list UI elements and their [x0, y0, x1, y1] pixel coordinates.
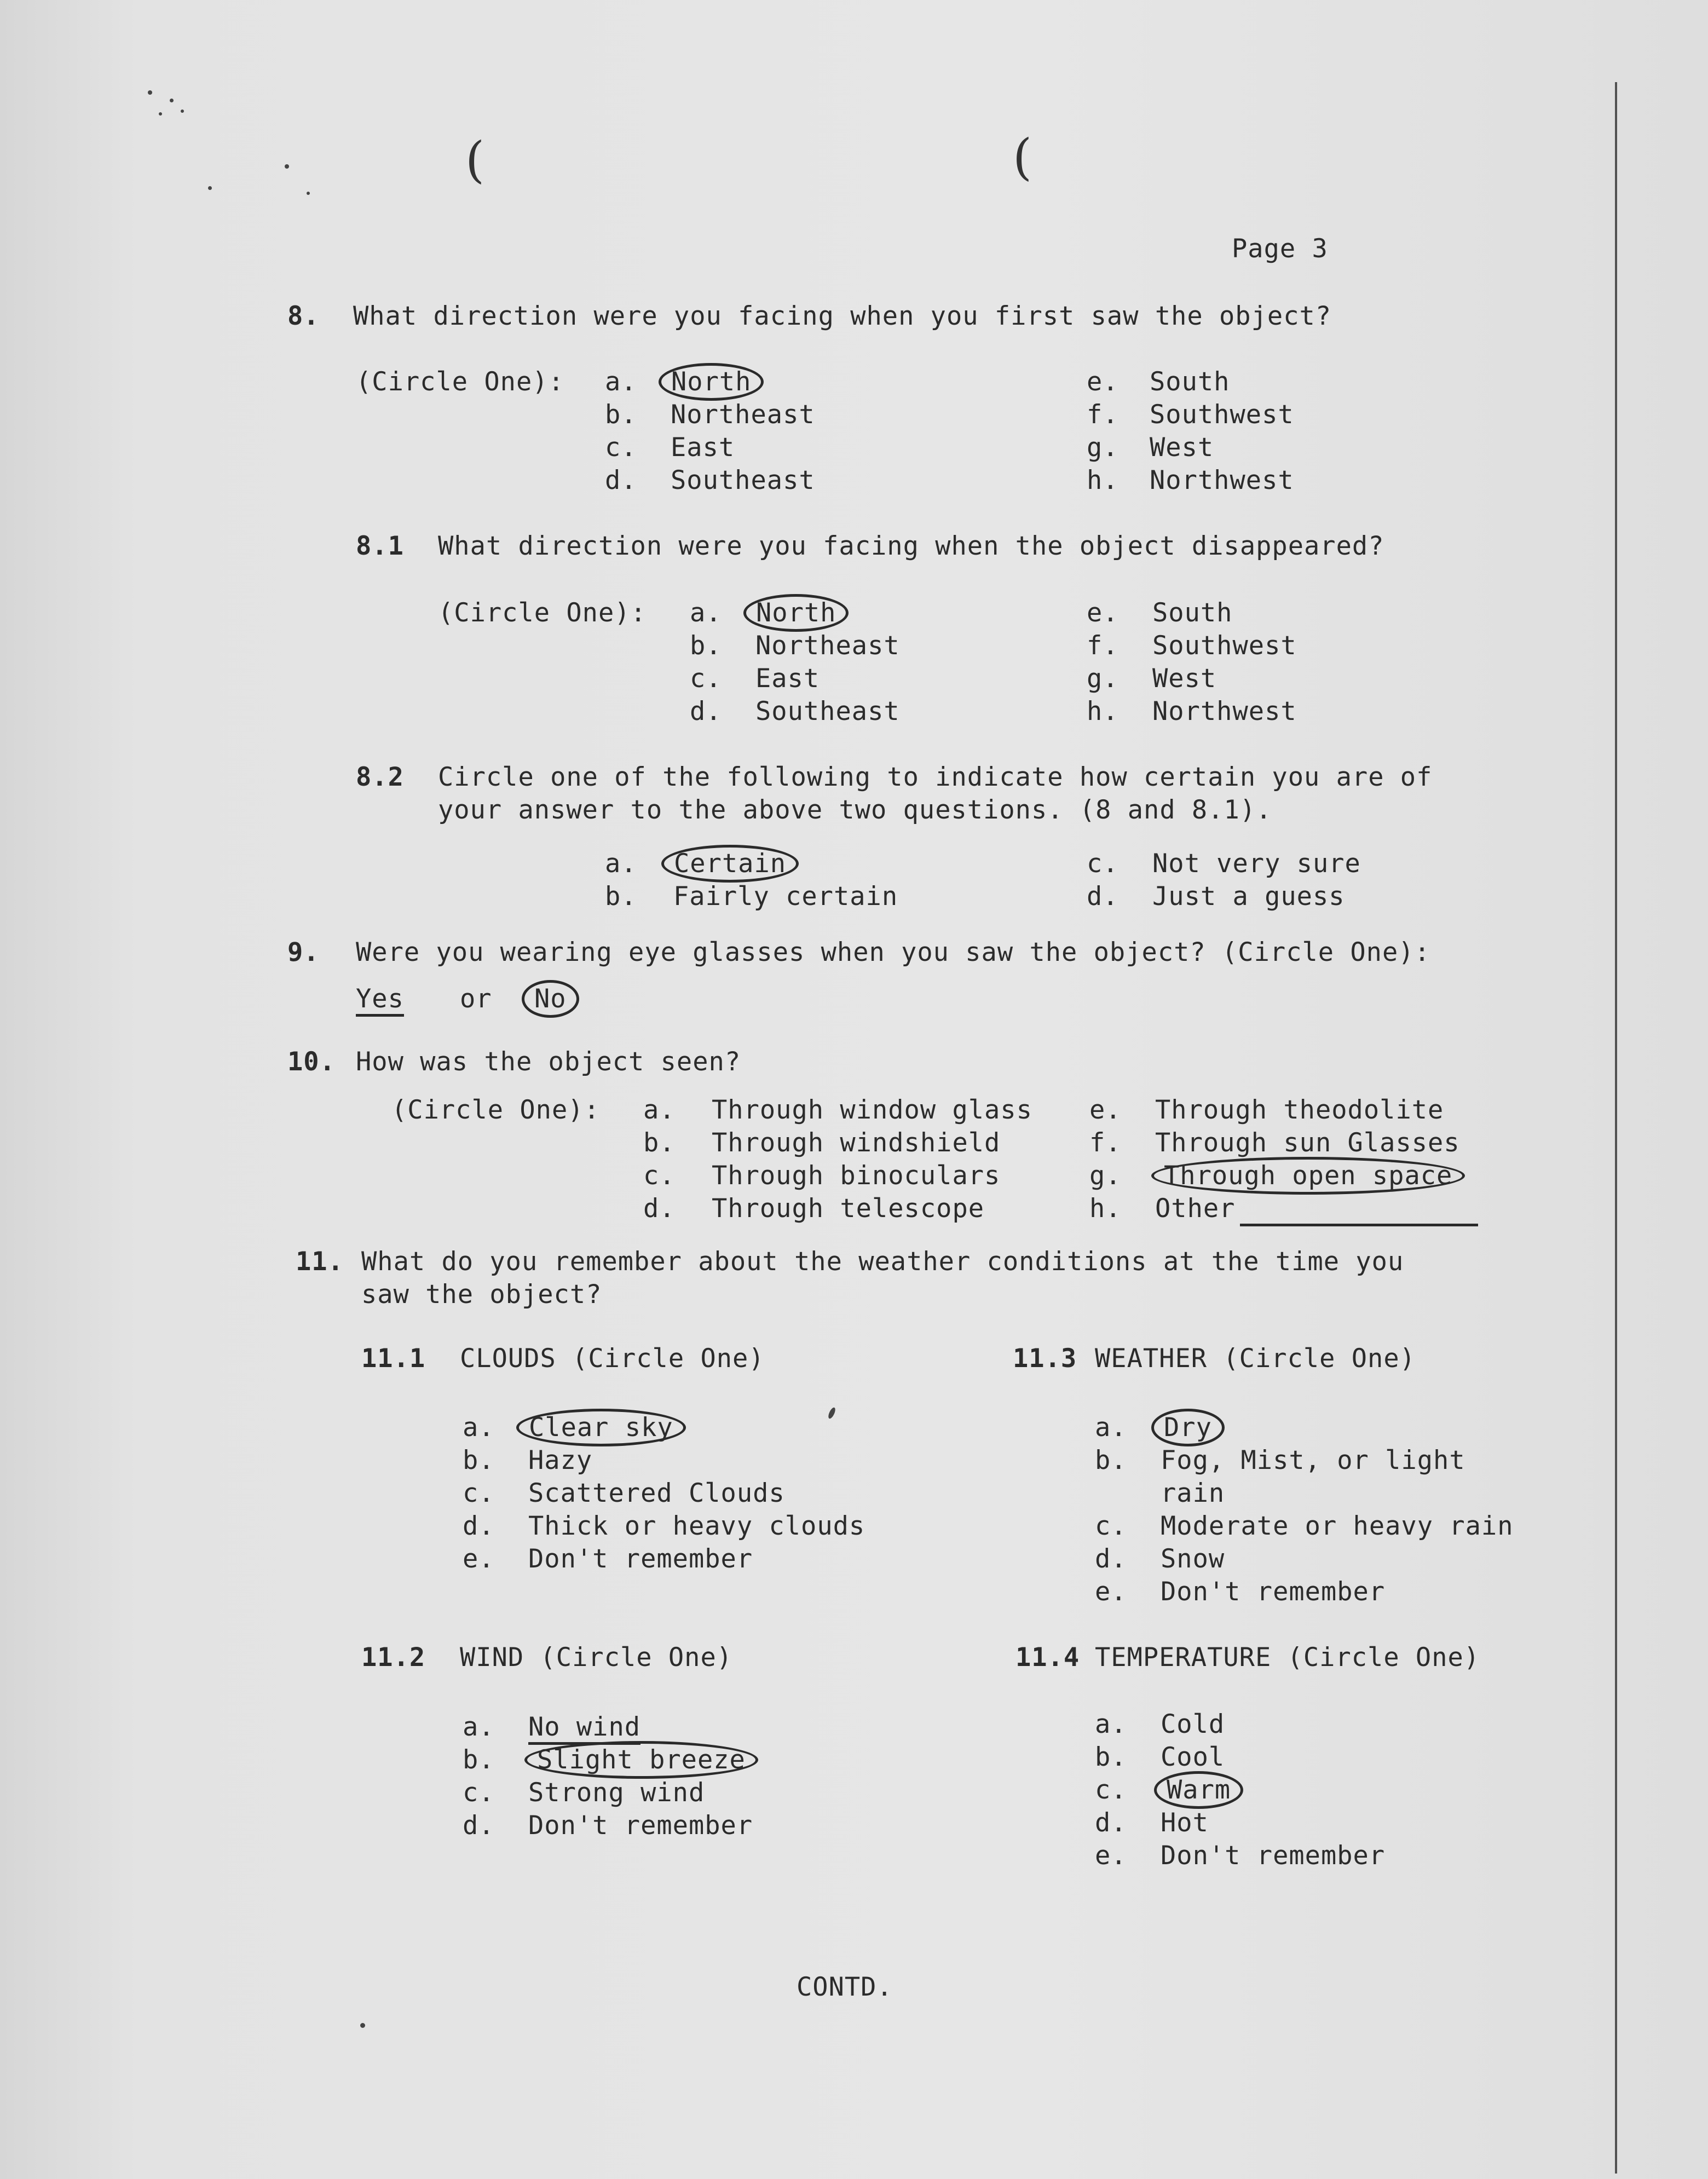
- q11-2-number: 11.2: [361, 1642, 426, 1673]
- hole-mark-left: (: [465, 131, 485, 189]
- q8-2-question-line2: your answer to the above two questions. (8 and 8.1).: [438, 795, 1272, 825]
- q11-1-option-a-letter: a.: [463, 1413, 495, 1443]
- q10-option-h-letter: h.: [1089, 1194, 1122, 1224]
- q11-1-option-e-letter: e.: [463, 1544, 495, 1574]
- speck: [170, 99, 174, 102]
- q8-option-h[interactable]: Northwest: [1150, 465, 1294, 495]
- q9-or: or: [460, 984, 492, 1014]
- q11-question-line2: saw the object?: [361, 1279, 602, 1310]
- q11-1-option-d-letter: d.: [463, 1511, 495, 1541]
- q11-2-option-c-letter: c.: [463, 1778, 495, 1808]
- q8-1-option-a-letter: a.: [690, 598, 722, 628]
- q8-option-g-letter: g.: [1087, 433, 1119, 463]
- q11-3-option-e[interactable]: Don't remember: [1161, 1577, 1386, 1607]
- q8-1-option-e-letter: e.: [1087, 598, 1119, 628]
- q11-1-number: 11.1: [361, 1344, 426, 1374]
- hole-mark-right: (: [1013, 129, 1032, 186]
- q8-1-option-a[interactable]: North: [743, 594, 849, 632]
- q9-number: 9.: [287, 937, 320, 967]
- q8-option-b[interactable]: Northeast: [671, 400, 815, 430]
- q8-option-e[interactable]: South: [1150, 367, 1230, 397]
- q11-4-option-a[interactable]: Cold: [1161, 1709, 1225, 1739]
- q10-option-d-letter: d.: [643, 1194, 676, 1224]
- q8-option-c-letter: c.: [605, 433, 637, 463]
- page-number: Page 3: [1232, 234, 1328, 264]
- q10-number: 10.: [287, 1047, 336, 1077]
- speck: [360, 2023, 365, 2028]
- speck: [208, 186, 212, 190]
- q11-1-option-c[interactable]: Scattered Clouds: [528, 1478, 785, 1508]
- q8-2-option-a[interactable]: Certain: [661, 845, 799, 883]
- q10-option-a-letter: a.: [643, 1095, 676, 1125]
- q9-no[interactable]: No: [522, 980, 579, 1018]
- q8-option-g[interactable]: West: [1150, 433, 1214, 463]
- q8-2-number: 8.2: [356, 762, 404, 792]
- q11-3-option-a-letter: a.: [1095, 1413, 1127, 1443]
- q11-1-option-c-letter: c.: [463, 1478, 495, 1508]
- q8-2-question-line1: Circle one of the following to indicate how certain you are of: [438, 762, 1433, 792]
- q10-option-h[interactable]: Other: [1155, 1194, 1236, 1224]
- q11-2-option-c[interactable]: Strong wind: [528, 1778, 705, 1808]
- q10-option-e-letter: e.: [1089, 1095, 1122, 1125]
- q8-option-e-letter: e.: [1087, 367, 1119, 397]
- q8-2-option-c-letter: c.: [1087, 849, 1119, 879]
- q11-2-option-b[interactable]: Slight breeze: [524, 1741, 758, 1779]
- q11-3-option-e-letter: e.: [1095, 1577, 1127, 1607]
- q8-1-option-c[interactable]: East: [755, 664, 820, 694]
- q10-option-f-letter: f.: [1089, 1128, 1122, 1158]
- q11-4-option-b[interactable]: Cool: [1161, 1742, 1225, 1772]
- q8-1-option-h[interactable]: Northwest: [1152, 696, 1297, 727]
- q11-1-option-b-letter: b.: [463, 1445, 495, 1475]
- q8-1-option-d-letter: d.: [690, 696, 722, 727]
- q8-option-a[interactable]: North: [659, 363, 764, 401]
- q11-3-option-a[interactable]: Dry: [1151, 1409, 1225, 1446]
- q8-option-a-letter: a.: [605, 367, 637, 397]
- q8-option-d[interactable]: Southeast: [671, 465, 815, 495]
- q8-2-option-a-letter: a.: [605, 849, 637, 879]
- q11-3-option-b-letter: b.: [1095, 1445, 1127, 1475]
- q11-3-option-c[interactable]: Moderate or heavy rain: [1161, 1511, 1514, 1541]
- q11-2-option-d[interactable]: Don't remember: [528, 1811, 753, 1841]
- q11-1-option-b[interactable]: Hazy: [528, 1445, 593, 1475]
- q8-1-option-f-letter: f.: [1087, 631, 1119, 661]
- speck: [159, 112, 162, 116]
- q10-option-d[interactable]: Through telescope: [712, 1194, 985, 1224]
- q11-4-option-e[interactable]: Don't remember: [1161, 1841, 1386, 1871]
- q8-2-option-d-letter: d.: [1087, 881, 1119, 912]
- q8-2-option-c[interactable]: Not very sure: [1152, 849, 1361, 879]
- q8-option-f-letter: f.: [1087, 400, 1119, 430]
- q8-1-option-f[interactable]: Southwest: [1152, 631, 1297, 661]
- speck: [285, 164, 289, 169]
- q11-3-option-c-letter: c.: [1095, 1511, 1127, 1541]
- q8-option-h-letter: h.: [1087, 465, 1119, 495]
- q11-3-title: WEATHER (Circle One): [1095, 1344, 1416, 1374]
- q8-2-option-b[interactable]: Fairly certain: [673, 881, 898, 912]
- q10-option-e[interactable]: Through theodolite: [1155, 1095, 1444, 1125]
- q8-number: 8.: [287, 301, 320, 331]
- q8-1-instruction: (Circle One):: [438, 598, 647, 628]
- q10-option-c-letter: c.: [643, 1161, 676, 1191]
- q8-option-c[interactable]: East: [671, 433, 735, 463]
- q10-option-g-letter: g.: [1089, 1161, 1122, 1191]
- q8-1-option-g[interactable]: West: [1152, 664, 1217, 694]
- q8-1-option-h-letter: h.: [1087, 696, 1119, 727]
- q11-4-number: 11.4: [1015, 1642, 1080, 1673]
- q10-option-c[interactable]: Through binoculars: [712, 1161, 1001, 1191]
- q9-yes[interactable]: Yes: [356, 984, 404, 1017]
- q8-1-question: What direction were you facing when the object disappeared?: [438, 531, 1384, 561]
- page-edge-line: [1615, 82, 1617, 2174]
- q10-instruction: (Circle One):: [391, 1095, 600, 1125]
- q11-3-option-d[interactable]: Snow: [1161, 1544, 1225, 1574]
- q11-3-option-b[interactable]: Fog, Mist, or light: [1161, 1445, 1465, 1475]
- q10-option-b-letter: b.: [643, 1128, 676, 1158]
- q8-1-option-d[interactable]: Southeast: [755, 696, 900, 727]
- q11-4-option-d-letter: d.: [1095, 1808, 1127, 1838]
- speck: [307, 192, 310, 195]
- q8-1-option-b-letter: b.: [690, 631, 722, 661]
- q8-1-option-b[interactable]: Northeast: [755, 631, 900, 661]
- q10-option-g[interactable]: Through open space: [1151, 1157, 1465, 1195]
- q11-3-number: 11.3: [1013, 1344, 1077, 1374]
- q8-1-number: 8.1: [356, 531, 404, 561]
- q11-4-option-c[interactable]: Warm: [1154, 1771, 1243, 1809]
- q11-4-option-d[interactable]: Hot: [1161, 1808, 1209, 1838]
- q11-2-option-b-letter: b.: [463, 1745, 495, 1775]
- speck: [148, 90, 152, 95]
- q11-2-option-a[interactable]: No wind: [528, 1712, 641, 1745]
- speck: [181, 109, 184, 113]
- q11-2-option-d-letter: d.: [463, 1811, 495, 1841]
- q10-option-b[interactable]: Through windshield: [712, 1128, 1001, 1158]
- q8-1-option-e[interactable]: South: [1152, 598, 1233, 628]
- q8-instruction: (Circle One):: [356, 367, 564, 397]
- q11-4-option-a-letter: a.: [1095, 1709, 1127, 1739]
- q11-2-option-a-letter: a.: [463, 1712, 495, 1742]
- q11-4-option-e-letter: e.: [1095, 1841, 1127, 1871]
- q8-2-option-b-letter: b.: [605, 881, 637, 912]
- q8-2-option-d[interactable]: Just a guess: [1152, 881, 1345, 912]
- q11-2-title: WIND (Circle One): [460, 1642, 733, 1673]
- q11-question-line1: What do you remember about the weather conditions at the time you: [361, 1247, 1404, 1277]
- q11-1-title: CLOUDS (Circle One): [460, 1344, 765, 1374]
- q8-option-b-letter: b.: [605, 400, 637, 430]
- q8-1-option-c-letter: c.: [690, 664, 722, 694]
- q11-1-option-a[interactable]: Clear sky: [516, 1409, 686, 1446]
- continued-label: CONTD.: [797, 1972, 893, 2002]
- q8-question: What direction were you facing when you first saw the object?: [353, 301, 1332, 331]
- q11-3-option-b-cont[interactable]: rain: [1161, 1478, 1225, 1508]
- q10-other-blank[interactable]: [1240, 1224, 1478, 1226]
- q10-option-f[interactable]: Through sun Glasses: [1155, 1128, 1460, 1158]
- q8-option-f[interactable]: Southwest: [1150, 400, 1294, 430]
- q11-1-option-d[interactable]: Thick or heavy clouds: [528, 1511, 865, 1541]
- q10-option-a[interactable]: Through window glass: [712, 1095, 1032, 1125]
- q11-number: 11.: [296, 1247, 344, 1277]
- q8-option-d-letter: d.: [605, 465, 637, 495]
- q9-question: Were you wearing eye glasses when you saw the object? (Circle One):: [356, 937, 1430, 967]
- q11-4-option-b-letter: b.: [1095, 1742, 1127, 1772]
- q11-3-option-d-letter: d.: [1095, 1544, 1127, 1574]
- q8-1-option-g-letter: g.: [1087, 664, 1119, 694]
- q11-4-option-c-letter: c.: [1095, 1775, 1127, 1805]
- q10-question: How was the object seen?: [356, 1047, 741, 1077]
- q11-1-option-e[interactable]: Don't remember: [528, 1544, 753, 1574]
- q11-4-title: TEMPERATURE (Circle One): [1095, 1642, 1480, 1673]
